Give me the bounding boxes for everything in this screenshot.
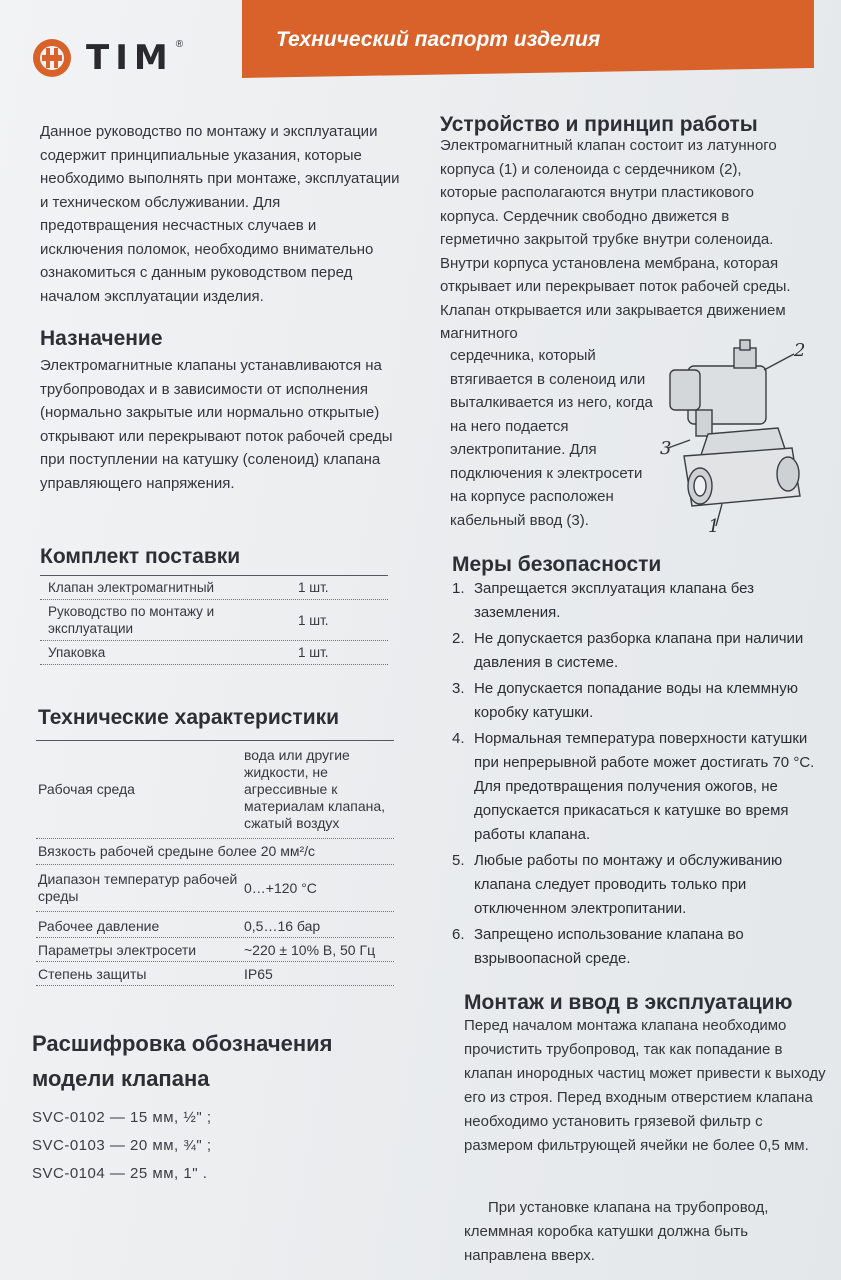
spec-value: 0…+120 °С [244,879,317,896]
model-code-item: SVC-0104 — 25 мм, 1" . [32,1165,208,1182]
design-text-bottom [450,344,662,532]
model-code-item: SVC-0102 — 15 мм, ½" ; [32,1109,212,1126]
installation-section-2 [464,1196,834,1268]
spec-row [36,839,394,865]
package-heading: Комплект поставки [40,545,241,568]
safety-item-text: Запрещается эксплуатация клапана без заземления. [474,580,755,621]
model-code-list [32,1104,212,1188]
specs-heading: Технические характеристики [38,706,340,729]
design-paragraph: Электромагнитный клапан состоит из латунного корпуса (1) и соленоида с сердечником (2), которые располагаются внутри пластикового корпуса. Сердечник свободно движется в герметично закрытой трубке внутри соленоида. Внутри корпуса установлена мембрана, которая открывает или перекрывает поток рабочей среды. Клапан открывается или закрывается движением магнитного [440,137,791,342]
safety-item [452,677,827,725]
package-item-name: Упаковка [48,645,106,660]
installation-text-2: При установке клапана на трубопровод, клеммная коробка катушки должна быть направлена вверх. [464,1199,769,1264]
purpose-section [40,354,400,495]
spec-name: Вязкость рабочей средыне более 20 мм²/с [38,843,315,859]
safety-item-text: Запрещено использование клапана во взрывоопасной среде. [474,926,744,967]
design-heading: Устройство и принцип работы [440,113,758,136]
installation-heading: Монтаж и ввод в эксплуатацию [464,991,793,1014]
spec-name: Рабочая среда [38,781,135,797]
registered-mark: ® [175,38,184,50]
safety-item-number: 4. [452,730,465,747]
spec-name: Степень защиты [38,966,147,982]
spec-row [36,962,394,986]
safety-item [452,727,827,847]
package-row [40,641,388,665]
safety-item [452,627,827,675]
safety-item-text: Не допускается разборка клапана при наличии давления в системе. [474,630,804,671]
safety-item-text: Не допускается попадание воды на клеммную коробку катушки. [474,680,798,721]
safety-item-text: Любые работы по монтажу и обслуживанию клапана следует проводить только при отключенном электропитании. [474,852,783,917]
figure-label-1: 1 [708,516,720,536]
solenoid-valve-illustration [660,336,820,536]
package-row [40,576,388,600]
intro-paragraph [40,120,400,308]
spec-name: Рабочее давление [38,918,160,934]
spec-value: 0,5…16 бар [244,918,321,934]
installation-text: Перед началом монтажа клапана необходимо прочистить трубопровод, так как попадание в клапан инородных частиц может привести к выходу его из строя. Перед входным отверстием клапана необходимо установить грязевой фильтр с размером фильтрующей ячейки не более 0,5 мм. [464,1017,826,1154]
spec-value: вода или другие жидкости, не агрессивные к материалам клапана, сжатый воздух [244,747,386,831]
intro-text: Данное руководство по монтажу и эксплуатации содержит принципиальные указания, которые необходимо выполнять при монтаже, эксплуатации и техническом обслуживании. Для предотвращения несчастных случаев и исключения поломок, необходимо внимательно ознакомиться с данным руководством перед началом эксплуатации изделия. [40,123,400,305]
safety-item-number: 6. [452,926,465,943]
safety-item [452,923,827,971]
spec-row [36,938,394,962]
safety-item [452,577,827,625]
spec-value: ~220 ± 10% В, 50 Гц [244,942,376,958]
spec-name: Параметры электросети [38,942,197,958]
spec-name: Диапазон температур рабочей среды [38,871,238,904]
purpose-text: Электромагнитные клапаны устанавливаются на трубопроводах и в зависимости от исполнения (нормально закрытые или нормально открытые) открывают или перекрывают поток рабочей среды при поступлении на катушку (соленоид) клапана управляющего напряжения. [40,357,393,492]
banner-title: Технический паспорт изделия [276,28,601,51]
package-table [40,575,388,665]
package-row [40,600,388,641]
purpose-heading: Назначение [40,327,163,350]
brand-name: TIM [86,38,174,78]
specs-table [36,740,394,986]
safety-item-number: 3. [452,680,465,697]
safety-item-number: 2. [452,630,465,647]
tim-logo-icon [32,38,72,78]
safety-item-number: 1. [452,580,465,597]
brand-logo [32,38,183,78]
spec-row [36,865,394,912]
spec-row [36,741,394,839]
package-item-name: Клапан электромагнитный [48,580,215,595]
package-item-qty: 1 шт. [298,612,329,628]
installation-section [464,1014,834,1158]
safety-item-text: Нормальная температура поверхности катушки при непрерывной работе может достигать 70 °С. Для предотвращения получения ожогов, не допускается прикасаться к катушке во время работы клапана. [474,730,815,843]
package-item-qty: 1 шт. [298,645,329,660]
design-paragraph-cont: сердечника, который втягивается в соленоид или выталкивается из него, когда на него подается электропитание. Для подключения к электросети на корпусе расположен кабельный ввод (3). [450,347,653,529]
spec-row [36,912,394,938]
safety-item-number: 5. [452,852,465,869]
model-code-heading: Расшифровка обозначения модели клапана [32,1031,333,1091]
package-item-qty: 1 шт. [298,580,329,595]
safety-item [452,849,827,921]
figure-label-3: 3 [660,438,672,459]
model-code-item: SVC-0103 — 20 мм, ¾" ; [32,1137,212,1154]
safety-heading: Меры безопасности [452,553,662,576]
figure-label-2: 2 [794,340,806,361]
safety-list [452,577,827,973]
design-text-top [440,134,800,346]
spec-value: IP65 [244,966,273,982]
package-item-name: Руководство по монтажу и эксплуатации [48,604,215,636]
